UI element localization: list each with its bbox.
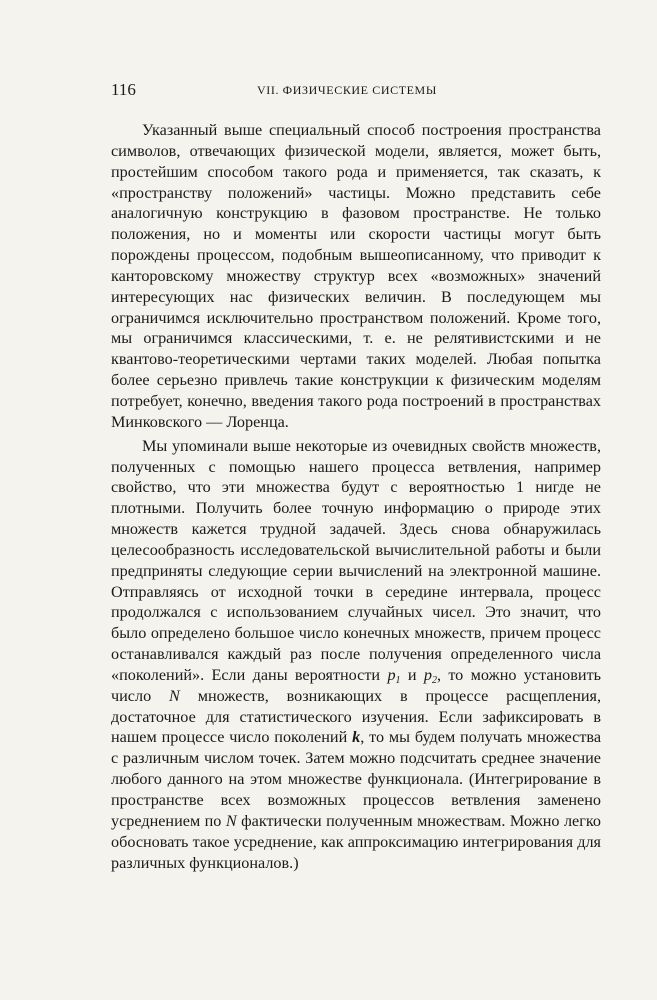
conjunction: и: [407, 665, 417, 684]
paragraph-2: [111, 436, 601, 874]
paragraph-1: Указанный выше специальный способ построения пространства символов, отвечающих физической модели, является, может быть, простейшим способом такого рода и применяется, так сказать, к «пространству положений» частицы. Можно представить себе аналогичную конструкцию в фазовом пространстве. Не только положения, но и моменты или скорости частицы могут быть порождены процессом, подобным вышеописанному, что приводит к канторовскому множеству структур всех «возможных» значений интересующих нас физических величин. В последующем мы ограничимся исключительно пространством положений. Кроме того, мы ограничимся классическими, т. е. не релятивистскими и не квантово-теоретическими чертами таких моделей. Любая попытка более серьезно привлечь такие конструкции к физическим моделям потребует, конечно, введения такого рода построений в пространствах Минковского — Лоренца.: [111, 121, 601, 431]
page-number: 116: [111, 80, 136, 99]
body-text: [111, 120, 601, 873]
running-title: VII. ФИЗИЧЕСКИЕ СИСТЕМЫ: [257, 83, 437, 97]
paragraph-2-text-e: фактически полученным множествам. Можно легко обосновать такое усреднение, как аппроксимацию интегрирования для различных функционалов.): [111, 811, 601, 872]
paragraph-2-text-c: множеств, возникающих в процессе расщепления, достаточное для статистического изучения. Если зафиксировать в нашем процессе число поколений: [111, 686, 602, 747]
math-p2: $p_2$: [423, 665, 437, 686]
math-p1: $p_1$: [387, 665, 401, 686]
paragraph-2-text-b: , то можно установить число: [111, 665, 602, 705]
math-N-1: N: [169, 686, 180, 705]
math-N-2: N: [225, 811, 237, 830]
math-k: k: [352, 728, 361, 747]
paragraph-2-text-a: Мы упоминали выше некоторые из очевидных свойств множеств, полученных с помощью нашего процесса ветвления, например свойство, что эти множества будут с вероятностью 1 нигде не плотными. Получить более точную информацию о природе этих множеств кажется трудной задачей. Здесь снова обнаружилась целесообразность исследовательской вычислительной работы и были предприняты следующие серии вычислений на электронной машине. Отправляясь от исходной точки в середине интервала, процесс продолжался с использованием случайных чисел. Это значит, что было определено большое число конечных множеств, причем процесс останавливался каждый раз после получения определенного числа «поколений». Если даны вероятности: [111, 436, 601, 684]
paragraph-2-text-d: , то мы будем получать множества с различным числом точек. Затем можно подсчитать среднее значение любого данного на этом множестве функционала. (Интегрирование в пространстве всех возможных процессов ветвления заменено усреднением по: [111, 728, 602, 830]
page-header: [111, 80, 601, 104]
